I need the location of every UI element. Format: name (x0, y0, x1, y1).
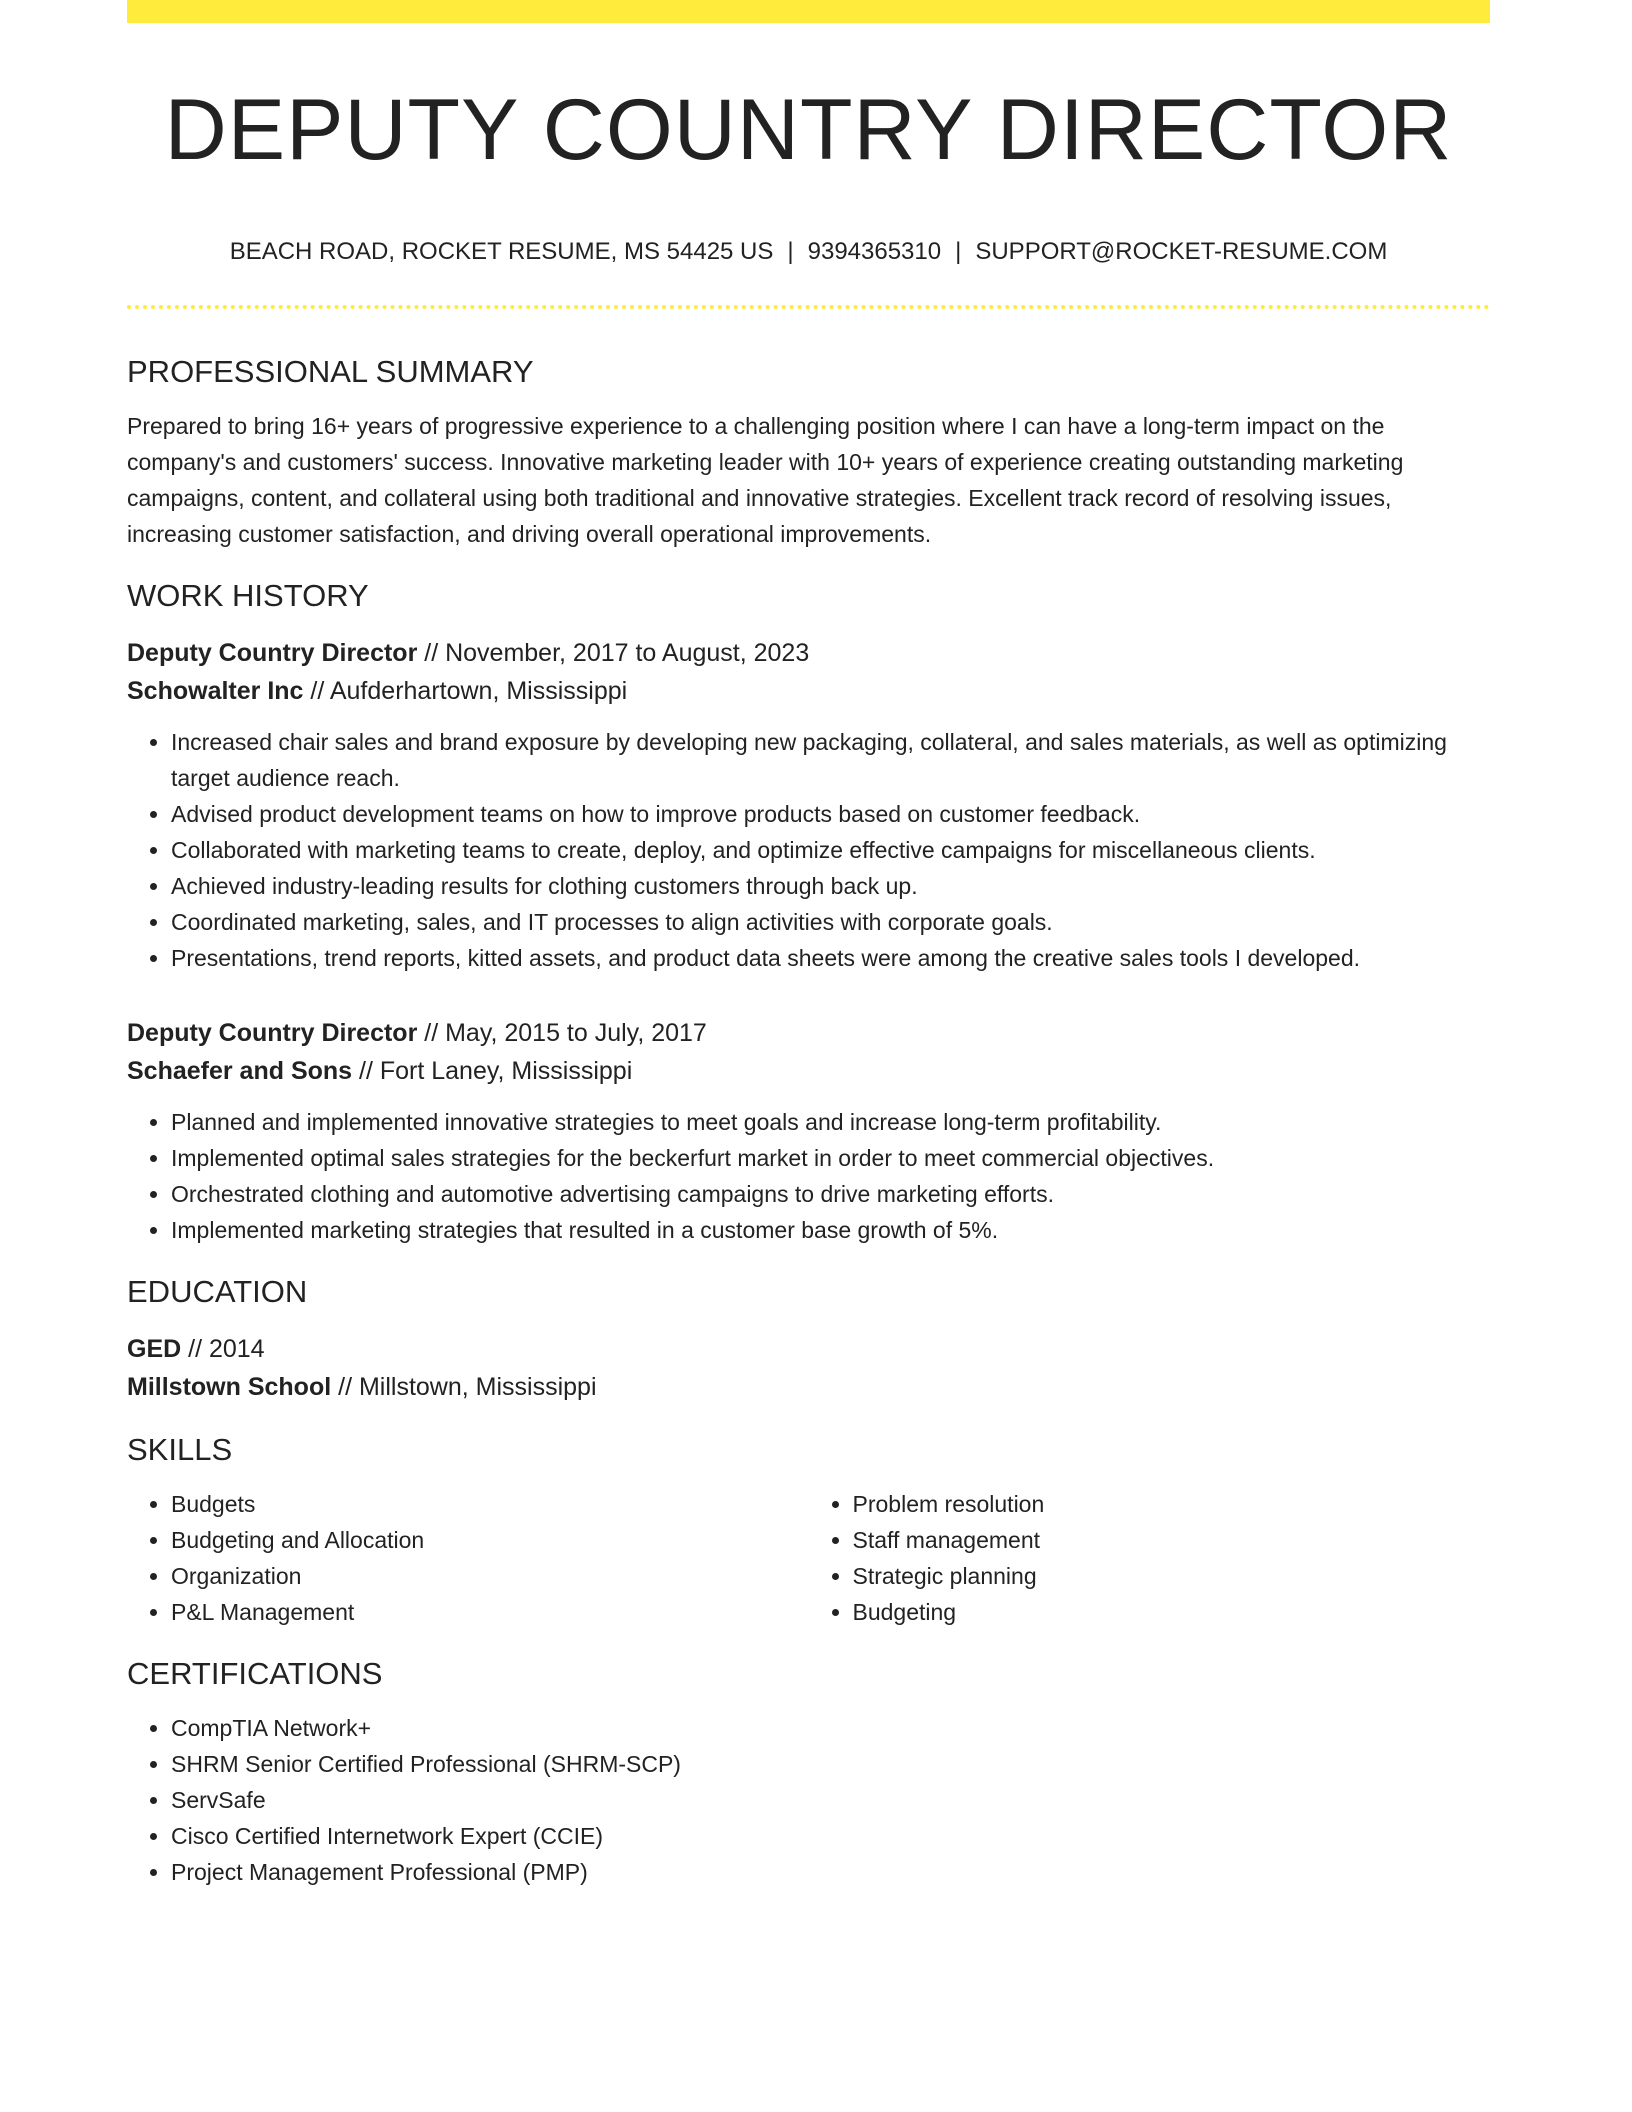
certifications-section (127, 1652, 1490, 1890)
job-dates: // May, 2015 to July, 2017 (417, 1019, 707, 1047)
degree-year: // 2014 (181, 1335, 265, 1363)
school-name: Millstown School (127, 1373, 332, 1401)
job-bullets (127, 1104, 1490, 1248)
certification-item: • CompTIA Network+ (171, 1710, 1490, 1746)
summary-section (127, 350, 1490, 552)
job-bullet: • Increased chair sales and brand exposure by developing new packaging, collateral, and sales materials, as well as optimizing target audience reach. (171, 724, 1490, 796)
skill-item: • Budgeting and Allocation (171, 1522, 809, 1558)
job-entry-2 (127, 1014, 1490, 1248)
work-history-section (127, 574, 1490, 1248)
education-entry (127, 1330, 1490, 1406)
resume-content (127, 350, 1490, 1890)
skills-heading: SKILLS (127, 1432, 233, 1467)
school-line (127, 1368, 1490, 1406)
job-bullets (127, 724, 1490, 976)
job-company: Schaefer and Sons (127, 1057, 353, 1085)
job-title: Deputy Country Director (127, 639, 418, 667)
job-company-line (127, 672, 1490, 710)
job-bullet: • Advised product development teams on how to improve products based on customer feedback. (171, 796, 1490, 832)
job-company: Schowalter Inc (127, 677, 304, 705)
certification-item: • Project Management Professional (PMP) (171, 1854, 1490, 1890)
contact-separator: | (955, 238, 962, 265)
work-history-heading: WORK HISTORY (127, 578, 369, 613)
job-bullet: • Planned and implemented innovative strategies to meet goals and increase long-term profitability. (171, 1104, 1490, 1140)
accent-top-bar (127, 0, 1490, 23)
degree-line (127, 1330, 1490, 1368)
contact-email: SUPPORT@ROCKET-RESUME.COM (975, 238, 1388, 265)
skills-left-list (127, 1486, 809, 1630)
dotted-divider (127, 305, 1490, 309)
job-dates: // November, 2017 to August, 2023 (417, 639, 810, 667)
resume-title: DEPUTY COUNTRY DIRECTOR (164, 82, 1453, 178)
job-title-line (127, 1014, 1490, 1052)
job-bullet: • Coordinated marketing, sales, and IT processes to align activities with corporate goals. (171, 904, 1490, 940)
job-bullet: • Orchestrated clothing and automotive advertising campaigns to drive marketing efforts. (171, 1176, 1490, 1212)
certification-item: • Cisco Certified Internetwork Expert (CCIE) (171, 1818, 1490, 1854)
job-bullet: • Implemented optimal sales strategies for the beckerfurt market in order to meet commercial objectives. (171, 1140, 1490, 1176)
skill-item: • Staff management (853, 1522, 1491, 1558)
summary-heading: PROFESSIONAL SUMMARY (127, 354, 534, 389)
job-title: Deputy Country Director (127, 1019, 418, 1047)
skill-item: • Budgets (171, 1486, 809, 1522)
job-title-line (127, 634, 1490, 672)
skill-item: • Organization (171, 1558, 809, 1594)
skill-item: • P&L Management (171, 1594, 809, 1630)
job-bullet: • Implemented marketing strategies that resulted in a customer base growth of 5%. (171, 1212, 1490, 1248)
education-heading: EDUCATION (127, 1274, 308, 1309)
contact-address: BEACH ROAD, ROCKET RESUME, MS 54425 US (229, 238, 774, 265)
job-bullet: • Collaborated with marketing teams to create, deploy, and optimize effective campaigns for miscellaneous clients. (171, 832, 1490, 868)
job-bullet: • Achieved industry-leading results for clothing customers through back up. (171, 868, 1490, 904)
certification-item: • ServSafe (171, 1782, 1490, 1818)
job-entry-1 (127, 634, 1490, 976)
skill-item: • Strategic planning (853, 1558, 1491, 1594)
skill-item: • Budgeting (853, 1594, 1491, 1630)
contact-line (127, 236, 1490, 268)
contact-separator: | (787, 238, 794, 265)
school-location: // Millstown, Mississippi (331, 1373, 597, 1401)
skills-section (127, 1428, 1490, 1630)
contact-phone: 9394365310 (807, 238, 942, 265)
skill-item: • Problem resolution (853, 1486, 1491, 1522)
job-location: // Aufderhartown, Mississippi (303, 677, 628, 705)
job-bullet: • Presentations, trend reports, kitted assets, and product data sheets were among the creative sales tools I developed. (171, 940, 1490, 976)
degree: GED (127, 1335, 182, 1363)
education-section (127, 1270, 1490, 1406)
job-location: // Fort Laney, Mississippi (352, 1057, 633, 1085)
certifications-heading: CERTIFICATIONS (127, 1656, 383, 1691)
summary-text: Prepared to bring 16+ years of progressive experience to a challenging position where I can have a long-term impact on the company's and customers' success. Innovative marketing leader with 10+ years of experience creating outstanding marketing campaigns, content, and collateral using both traditional and innovative strategies. Excellent track record of resolving issues, increasing customer satisfaction, and driving overall operational improvements. (127, 413, 1404, 547)
certifications-list (127, 1710, 1490, 1890)
certification-item: • SHRM Senior Certified Professional (SHRM-SCP) (171, 1746, 1490, 1782)
skills-columns (127, 1486, 1490, 1630)
job-company-line (127, 1052, 1490, 1090)
skills-right-list (809, 1486, 1491, 1630)
